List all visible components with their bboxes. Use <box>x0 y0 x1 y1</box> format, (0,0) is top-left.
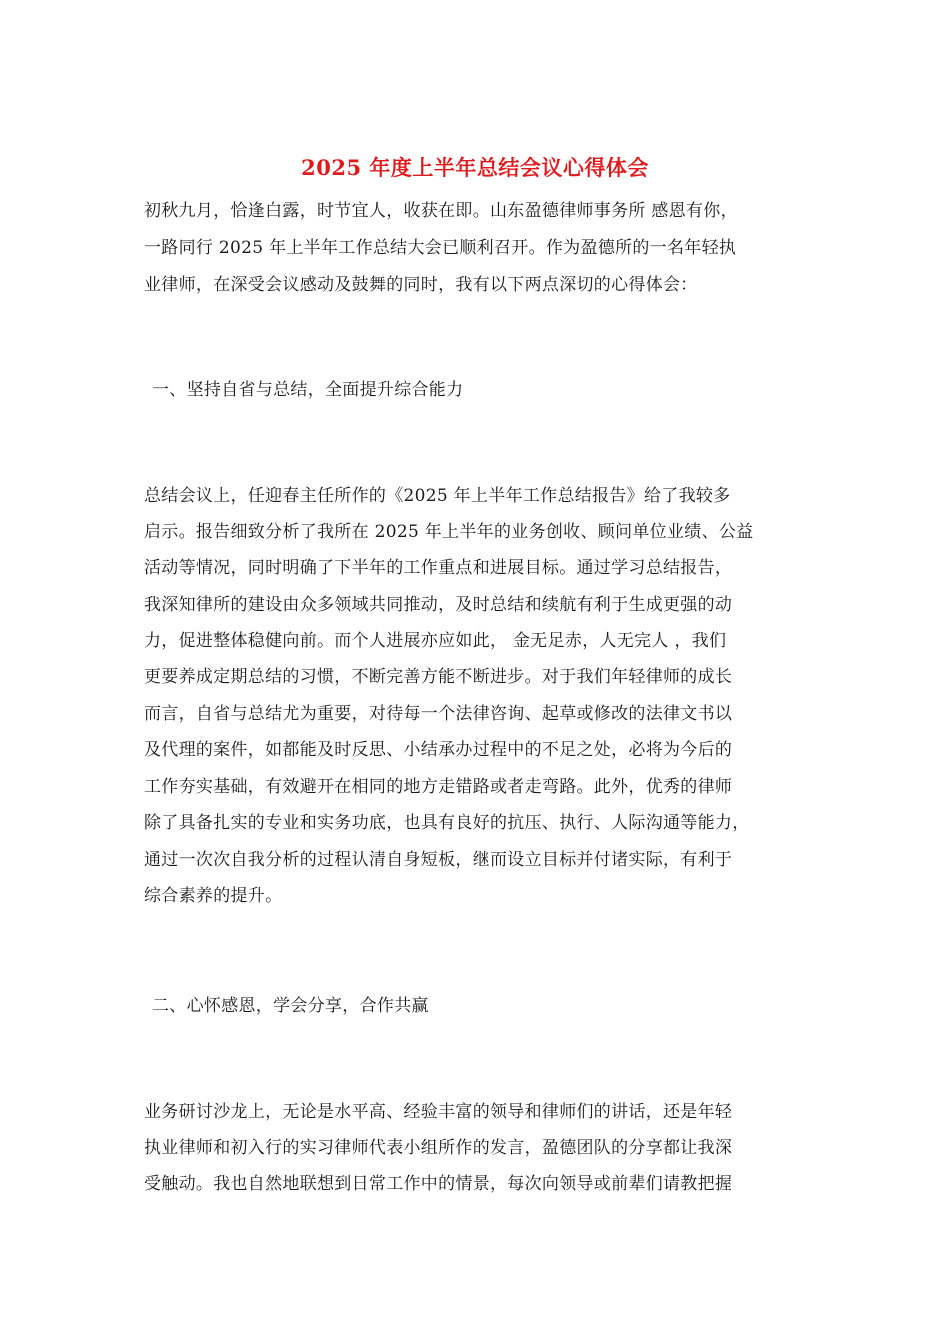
section-1-line-3: 活动等情况，同时明确了下半年的工作重点和进展目标。通过学习总结报告， <box>144 558 733 578</box>
section-1-line-11: 通过一次次自我分析的过程认清自身短板，继而设立目标并付诸实际，有利于 <box>144 850 733 870</box>
section-1-line-9: 工作夯实基础，有效避开在相同的地方走错路或者走弯路。此外，优秀的律师 <box>144 777 733 797</box>
section-1-line-8: 及代理的案件，如都能及时反思、小结承办过程中的不足之处，必将为今后的 <box>144 740 733 760</box>
section-2-heading: 二、心怀感恩，学会分享，合作共赢 <box>152 996 429 1016</box>
document-title: 2025 年度上半年总结会议心得体会 <box>301 155 649 180</box>
section-2-line-2: 执业律师和初入行的实习律师代表小组所作的发言，盈德团队的分享都让我深 <box>144 1138 733 1158</box>
section-1-line-2: 启示。报告细致分析了我所在 2025 年上半年的业务创收、顾问单位业绩、公益 <box>144 522 754 542</box>
section-1-heading: 一、坚持自省与总结，全面提升综合能力 <box>152 380 464 400</box>
section-2-line-1: 业务研讨沙龙上，无论是水平高、经验丰富的领导和律师们的讲话，还是年轻 <box>144 1102 733 1122</box>
intro-line-1: 初秋九月，恰逢白露，时节宜人，收获在即。山东盈德律师事务所 感恩有你， <box>144 201 738 221</box>
section-1-line-6: 更要养成定期总结的习惯，不断完善方能不断进步。对于我们年轻律师的成长 <box>144 667 733 687</box>
section-1-line-4: 我深知律所的建设由众多领域共同推动，及时总结和续航有利于生成更强的动 <box>144 595 733 615</box>
section-1-line-1: 总结会议上，任迎春主任所作的《2025 年上半年工作总结报告》给了我较多 <box>144 486 731 506</box>
section-1-line-12: 综合素养的提升。 <box>144 886 283 906</box>
section-1-line-10: 除了具备扎实的专业和实务功底，也具有良好的抗压、执行、人际沟通等能力， <box>144 813 750 833</box>
intro-line-2: 一路同行 2025 年上半年工作总结大会已顺利召开。作为盈德所的一名年轻执 <box>144 238 737 258</box>
section-1-line-5: 力，促进整体稳健向前。而个人进展亦应如此， 金无足赤，人无完人 ，我们 <box>144 631 727 651</box>
section-2-line-3: 受触动。我也自然地联想到日常工作中的情景，每次向领导或前辈们请教把握 <box>144 1174 733 1194</box>
intro-line-3: 业律师，在深受会议感动及鼓舞的同时，我有以下两点深切的心得体会： <box>144 275 698 295</box>
section-1-line-7: 而言，自省与总结尤为重要，对待每一个法律咨询、起草或修改的法律文书以 <box>144 704 733 724</box>
